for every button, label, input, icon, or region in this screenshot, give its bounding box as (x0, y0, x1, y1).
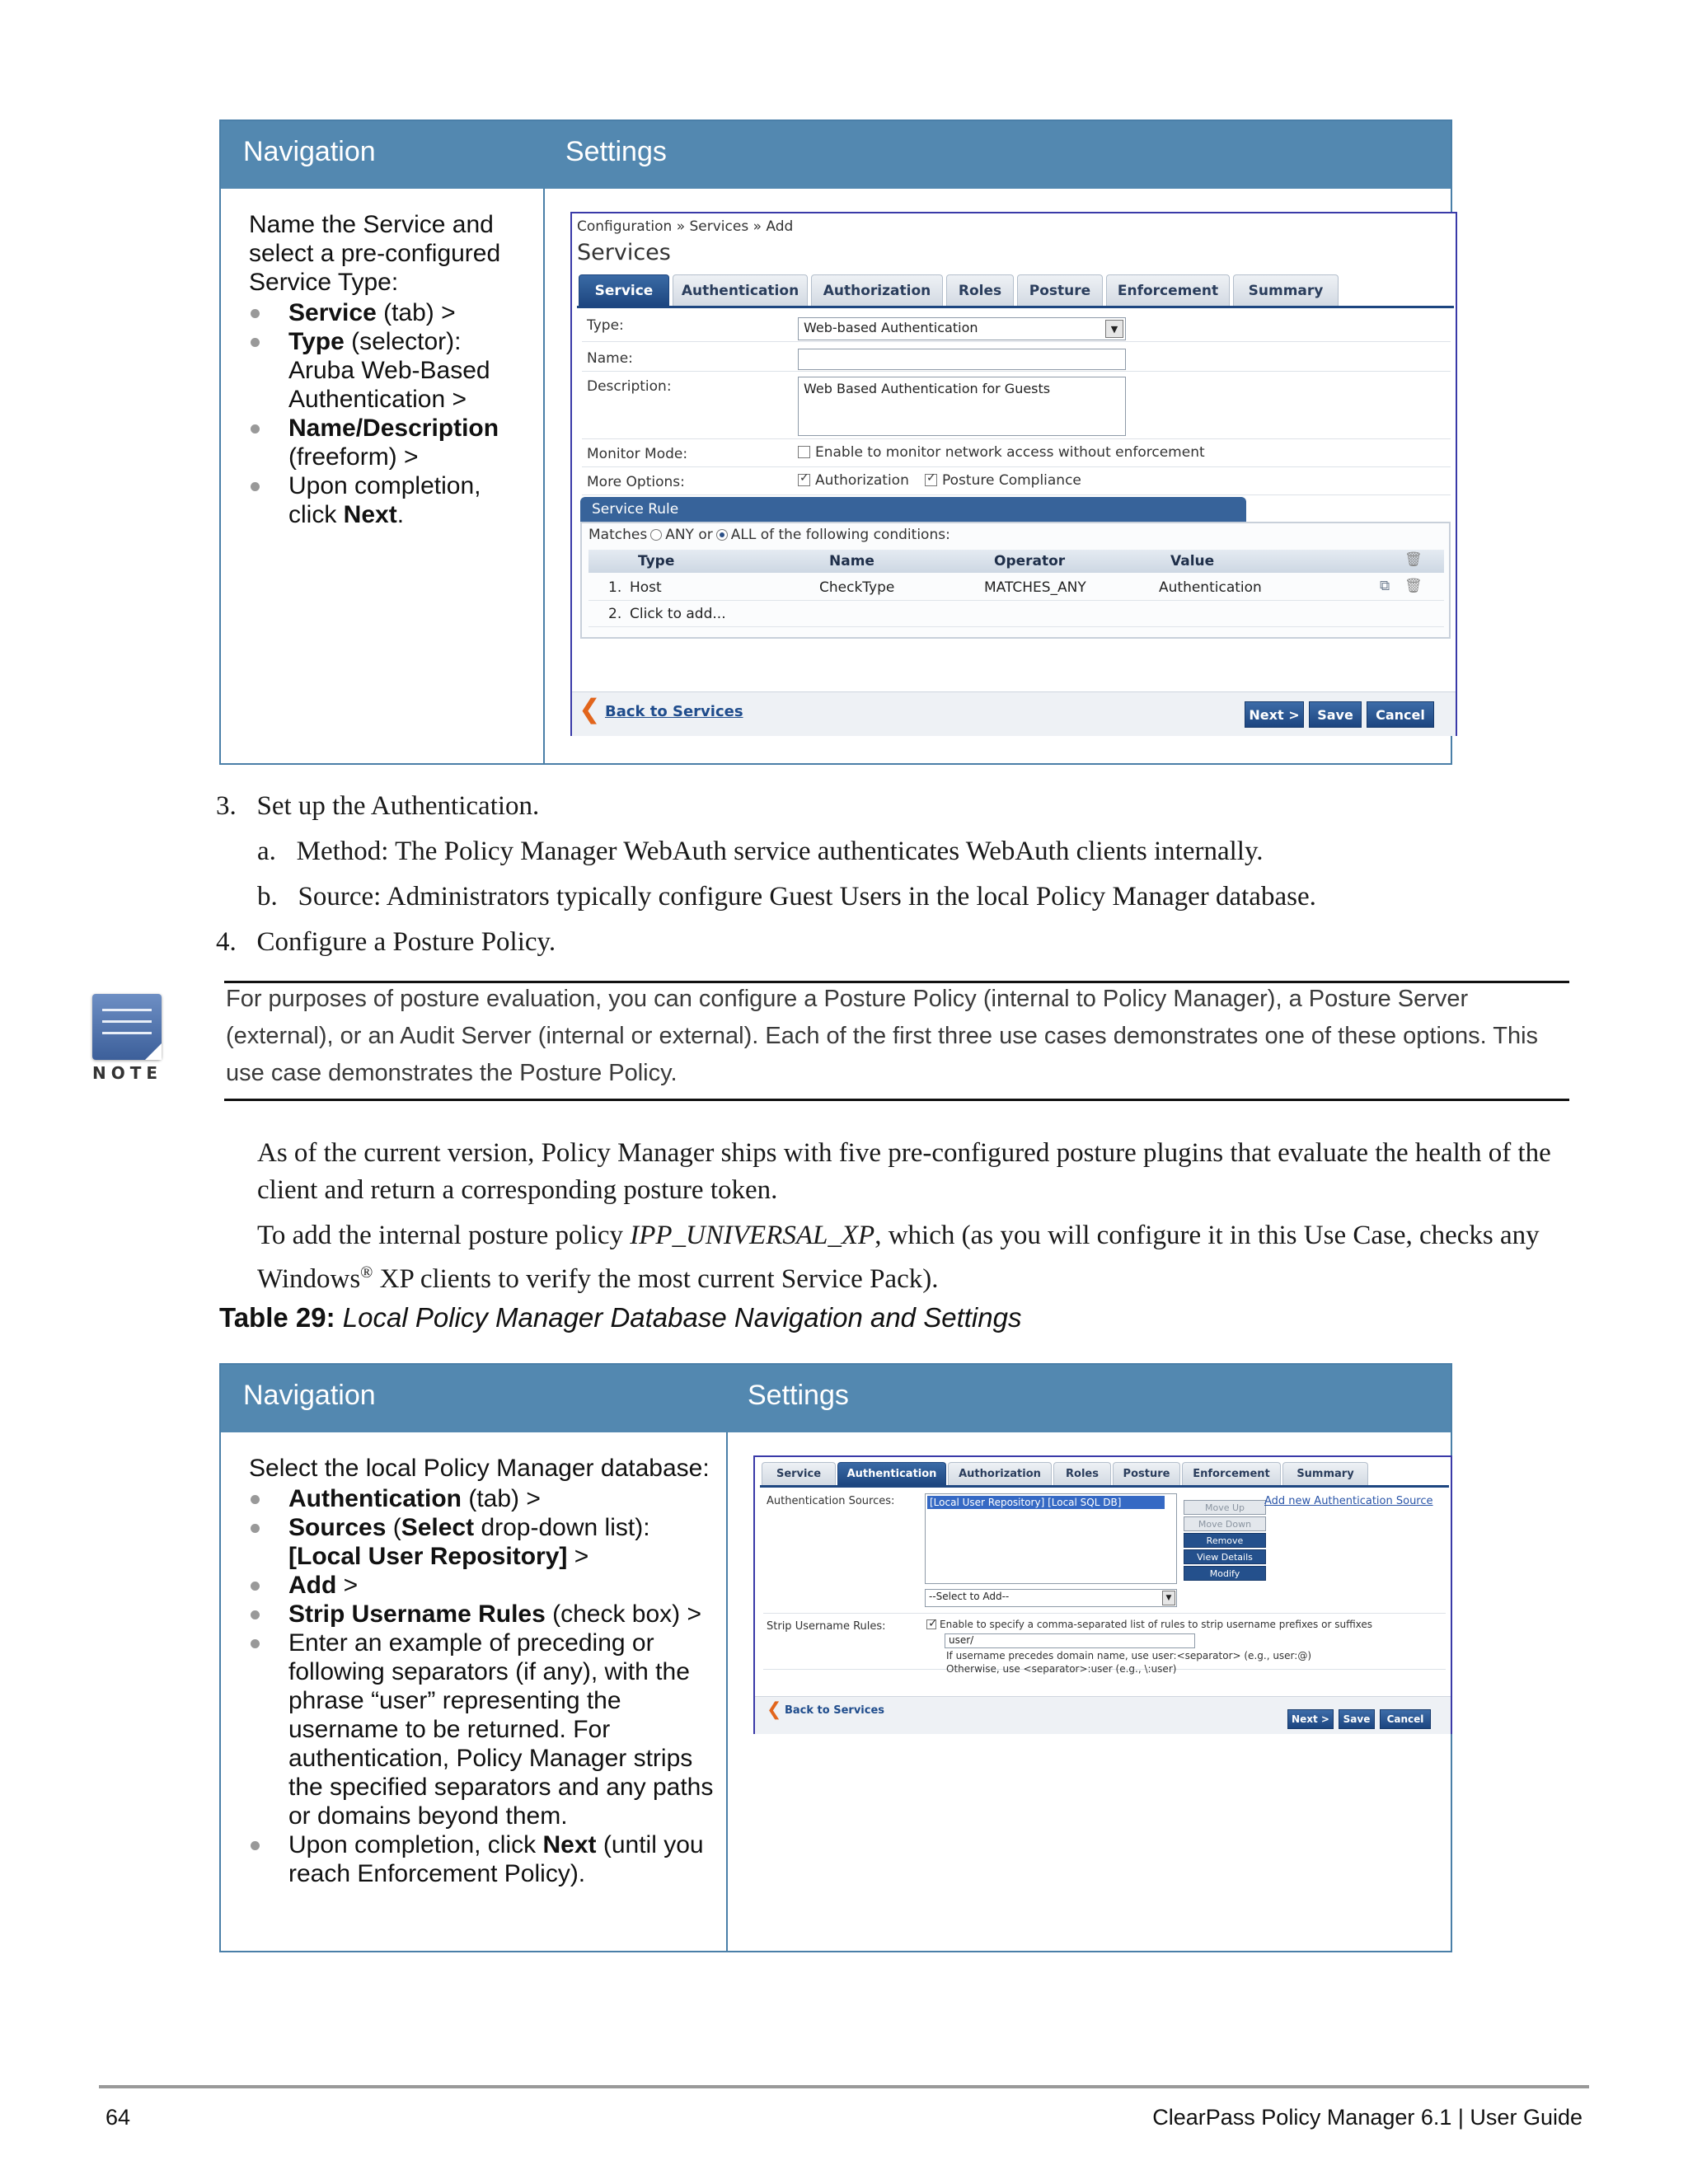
tab-enforcement[interactable]: Enforcement (1106, 274, 1230, 306)
nav-intro: Name the Service and select a pre-configured Service Type: (249, 211, 501, 296)
col-type: Type (638, 553, 675, 569)
match-all-radio[interactable] (716, 529, 728, 541)
list-item: Enter an example of preceding or following separators (if any), with the phrase “user” representing the username to be returned. For authentication, Policy Manager strips the specified separators and any paths or domains beyond them. (249, 1629, 715, 1830)
strip-hint-2: Otherwise, use <separator>:user (e.g., \:user) (946, 1663, 1177, 1675)
tab-underline (760, 1485, 1449, 1488)
back-arrow-icon: ❮ (767, 1699, 782, 1720)
authentication-screenshot (753, 1455, 1452, 1734)
authorization-checkbox[interactable] (798, 474, 810, 486)
posture-checkbox[interactable] (925, 474, 937, 486)
tab-authentication[interactable]: Authentication (673, 274, 808, 306)
back-to-services-link[interactable]: Back to Services (785, 1704, 885, 1717)
nav-intro: Select the local Policy Manager database: (249, 1455, 710, 1482)
navigation-cell (249, 1454, 715, 1888)
step-4: 4. Configure a Posture Policy. (216, 927, 556, 957)
strip-username-option[interactable]: ✓ Enable to specify a comma-separated list of rules to strip username prefixes or suffixes (926, 1619, 1372, 1630)
paragraph-posture-plugins: As of the current version, Policy Manager ships with five pre-configured posture plugins that evaluate the health of the client and return a corresponding posture token. (257, 1138, 1551, 1205)
col-name: Name (829, 553, 874, 569)
tab-authentication[interactable]: Authentication (837, 1462, 946, 1485)
monitor-mode-label: Monitor Mode: (587, 446, 688, 462)
matches-row: Matches ANY or ALL of the following conditions: (588, 527, 950, 543)
note-icon (92, 994, 162, 1060)
chevron-down-icon: ▼ (1105, 320, 1123, 338)
paragraph-ipp: To add the internal posture policy IPP_UNIVERSAL_XP, which (as you will configure it in this Use Case, checks any Windows® XP clients to verify the most current Service Pack). (257, 1221, 1540, 1294)
tab-bar (579, 274, 1342, 306)
note-bottom-rule (224, 1099, 1569, 1101)
strip-hint-1: If username precedes domain name, use user:<separator> (e.g., user:@) (946, 1650, 1312, 1661)
type-label: Type: (587, 317, 624, 334)
tab-summary[interactable]: Summary (1233, 274, 1339, 306)
view-details-button[interactable]: View Details (1184, 1549, 1266, 1564)
table-caption: Table 29: Local Policy Manager Database Navigation and Settings (219, 1302, 1022, 1333)
row-number: 1. (608, 579, 622, 596)
strip-username-label: Strip Username Rules: (767, 1620, 886, 1633)
navigation-cell (249, 210, 529, 529)
step-3: 3. Set up the Authentication. (216, 791, 540, 821)
save-button[interactable]: Save (1339, 1709, 1375, 1729)
match-any-radio[interactable] (650, 529, 662, 541)
list-item: Name/Description (freeform) > (249, 414, 529, 471)
remove-button[interactable]: Remove (1184, 1533, 1266, 1548)
type-select-value: Web-based Authentication (804, 320, 978, 335)
cancel-button[interactable]: Cancel (1367, 701, 1434, 728)
tab-authorization[interactable]: Authorization (811, 274, 943, 306)
note-label: NOTE (92, 1063, 163, 1083)
authorization-option[interactable]: ✓ Authorization (798, 472, 909, 489)
row-number: 2. (608, 606, 622, 622)
tab-bar (762, 1462, 1370, 1485)
name-label: Name: (587, 350, 633, 367)
navigation-header: Navigation (243, 1380, 376, 1411)
select-to-add-dropdown[interactable]: --Select to Add-- ▼ (925, 1589, 1177, 1607)
navigation-header: Navigation (243, 136, 376, 167)
services-screenshot (570, 212, 1457, 736)
tab-authorization[interactable]: Authorization (948, 1462, 1052, 1485)
nav-settings-table-1 (219, 120, 1452, 765)
add-new-auth-source-link[interactable]: Add new Authentication Source (1264, 1495, 1433, 1507)
list-item: Authentication (tab) > (249, 1484, 715, 1513)
column-divider (543, 189, 545, 763)
trash-icon[interactable]: 🗑 (1404, 551, 1423, 568)
list-item: Upon completion, click Next (until you reach Enforcement Policy). (249, 1830, 715, 1888)
tab-service[interactable]: Service (579, 274, 669, 306)
cell-value: Authentication (1159, 579, 1262, 596)
click-to-add[interactable]: Click to add... (630, 606, 726, 622)
chevron-down-icon: ▼ (1162, 1591, 1175, 1605)
settings-header: Settings (565, 136, 667, 167)
nav-settings-table-2 (219, 1363, 1452, 1952)
posture-compliance-option[interactable]: ✓ Posture Compliance (925, 472, 1081, 489)
tab-service[interactable]: Service (762, 1462, 836, 1485)
type-select[interactable] (798, 317, 1126, 340)
tab-enforcement[interactable]: Enforcement (1182, 1462, 1281, 1485)
cell-operator: MATCHES_ANY (984, 579, 1086, 596)
note-text: For purposes of posture evaluation, you can configure a Posture Policy (internal to Policy Manager), a Posture Server (external), or an Audit Server (internal or external). Each of the first three use cases demonstrates one of these options. This use case demonstrates the Posture Policy. (226, 986, 1539, 1086)
cell-name: CheckType (819, 579, 895, 596)
description-textarea[interactable]: Web Based Authentication for Guests (798, 377, 1126, 436)
list-item: Strip Username Rules (check box) > (249, 1600, 715, 1629)
tab-posture[interactable]: Posture (1113, 1462, 1180, 1485)
service-rule-header: Service Rule (580, 497, 1246, 522)
move-up-button[interactable]: Move Up (1184, 1500, 1266, 1515)
list-item: Upon completion, click Next. (249, 471, 529, 529)
move-down-button[interactable]: Move Down (1184, 1516, 1266, 1531)
col-value: Value (1170, 553, 1215, 569)
page-title: Services (577, 240, 671, 265)
back-arrow-icon: ❮ (579, 693, 601, 724)
modify-button[interactable]: Modify (1184, 1566, 1266, 1581)
list-item: Add > (249, 1571, 715, 1600)
monitor-checkbox[interactable] (798, 446, 810, 458)
name-input[interactable] (798, 349, 1126, 370)
monitor-mode-option[interactable]: Enable to monitor network access without enforcement (798, 444, 1205, 461)
column-divider (726, 1432, 728, 1951)
doc-title: ClearPass Policy Manager 6.1 | User Guide (1152, 2105, 1582, 2130)
back-to-services-link[interactable]: Back to Services (605, 703, 743, 720)
next-button[interactable]: Next > (1245, 701, 1304, 728)
table-header (221, 121, 1451, 189)
page-number: 64 (106, 2105, 131, 2130)
settings-header: Settings (748, 1380, 849, 1411)
cell-type: Host (630, 579, 662, 596)
tab-underline (577, 306, 1454, 308)
list-item: Sources (Select drop-down list): [Local User Repository] > (249, 1513, 715, 1571)
auth-sources-list[interactable] (925, 1493, 1177, 1584)
cancel-button[interactable]: Cancel (1380, 1709, 1431, 1729)
selected-source-item[interactable]: [Local User Repository] [Local SQL DB] (927, 1496, 1165, 1509)
tab-posture[interactable]: Posture (1017, 274, 1103, 306)
tab-roles[interactable]: Roles (946, 274, 1014, 306)
copy-icon[interactable]: ⧉ (1380, 578, 1390, 594)
description-label: Description: (587, 378, 672, 395)
step-3b: b. Source: Administrators typically configure Guest Users in the local Policy Manager database. (257, 882, 1316, 912)
strip-username-checkbox[interactable] (926, 1619, 936, 1629)
strip-rules-input[interactable]: user/ (945, 1633, 1195, 1648)
auth-sources-label: Authentication Sources: (767, 1495, 895, 1507)
more-options-label: More Options: (587, 474, 685, 490)
step-3a: a. Method: The Policy Manager WebAuth service authenticates WebAuth clients internally. (257, 837, 1264, 866)
list-item: Service (tab) > (249, 298, 529, 327)
col-operator: Operator (994, 553, 1066, 569)
nav-steps (249, 1484, 715, 1888)
next-button[interactable]: Next > (1287, 1709, 1334, 1729)
tab-roles[interactable]: Roles (1053, 1462, 1111, 1485)
list-item: Type (selector): Aruba Web-Based Authentication > (249, 327, 529, 414)
delete-row-icon[interactable]: 🗑 (1404, 578, 1423, 594)
breadcrumb: Configuration » Services » Add (577, 218, 794, 235)
footer-rule (99, 2085, 1589, 2088)
tab-summary[interactable]: Summary (1282, 1462, 1368, 1485)
save-button[interactable]: Save (1309, 701, 1362, 728)
nav-steps (249, 298, 529, 529)
